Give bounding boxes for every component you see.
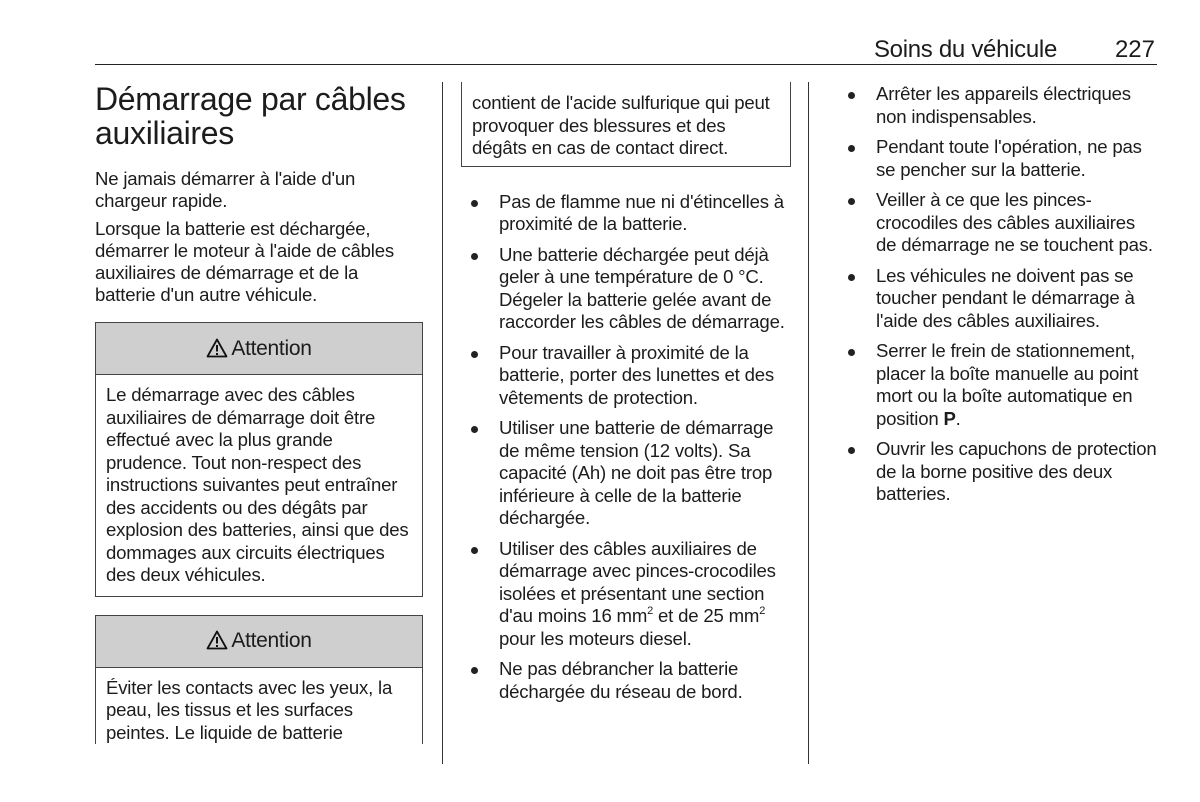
bullet-dot bbox=[848, 274, 855, 281]
bullet-list bbox=[461, 191, 791, 704]
warning-box bbox=[95, 615, 423, 745]
list-item bbox=[838, 265, 1160, 333]
list-item-text: Serrer le frein de stationnement, placer la boîte manuelle au point mort ou la boîte automatique en position P. bbox=[876, 340, 1139, 429]
column-1 bbox=[95, 82, 423, 744]
list-item bbox=[838, 340, 1160, 430]
warning-header bbox=[96, 323, 422, 375]
list-item bbox=[838, 189, 1160, 257]
warning-continued: contient de l'acide sulfurique qui peut provoquer des blessures et des dégâts en cas de contact direct. bbox=[461, 82, 791, 167]
list-item-text: Ouvrir les capuchons de protection de la borne positive des deux batteries. bbox=[876, 438, 1157, 504]
warning-box bbox=[95, 322, 423, 597]
column-divider bbox=[442, 82, 443, 764]
list-item-text: Pour travailler à proximité de la batterie, porter des lunettes et des vêtements de protection. bbox=[499, 341, 774, 408]
column-2 bbox=[461, 82, 791, 711]
list-item bbox=[461, 191, 791, 236]
section-heading: Démarrage par câbles auxiliaires bbox=[95, 81, 406, 151]
warning-text: Éviter les contacts avec les yeux, la peau, les tissus et les surfaces peintes. Le liquide de batterie bbox=[106, 676, 393, 743]
list-item bbox=[838, 438, 1160, 506]
warning-text: Le démarrage avec des câbles auxiliaires de démarrage doit être effectué avec la plus grande prudence. Tout non-respect des instructions suivantes peut entraîner des accidents ou des dégâts par explosion des batteries, ainsi que des dommages aux circuits électriques des deux véhicules. bbox=[106, 384, 409, 585]
section-title: Soins du véhicule bbox=[873, 36, 1057, 63]
gear-position: P bbox=[943, 407, 956, 429]
page-header bbox=[95, 30, 1157, 65]
paragraph: Ne jamais démarrer à l'aide d'un chargeur rapide. bbox=[95, 168, 356, 211]
column-3 bbox=[838, 82, 1160, 514]
list-item bbox=[461, 244, 791, 334]
list-item-text: Veiller à ce que les pinces-crocodiles des câbles auxiliaires de démarrage ne se touchent pas. bbox=[876, 189, 1153, 255]
list-item-text: Utiliser des câbles auxiliaires de démarrage avec pinces-crocodiles isolées et présentant une section d'au moins 16 $mm^2$ et de 25 $mm^2$ pour les moteurs diesel. bbox=[499, 537, 776, 649]
bullet-list bbox=[838, 83, 1160, 506]
page-number: 227 bbox=[1114, 36, 1155, 63]
bullet-dot bbox=[848, 349, 855, 356]
warning-title: Attention bbox=[231, 336, 312, 360]
warning-triangle-icon bbox=[206, 338, 228, 358]
bullet-dot bbox=[471, 667, 478, 674]
bullet-dot bbox=[848, 145, 855, 152]
warning-title: Attention bbox=[231, 629, 312, 652]
list-item bbox=[461, 658, 791, 703]
list-item bbox=[461, 538, 791, 651]
warning-triangle-icon bbox=[206, 630, 228, 650]
bullet-dot bbox=[471, 426, 478, 433]
bullet-dot bbox=[471, 253, 478, 260]
paragraph: Lorsque la batterie est déchargée, démarrer le moteur à l'aide de câbles auxiliaires de démarrage et de la batterie d'un autre véhicule. bbox=[95, 218, 394, 305]
bullet-dot bbox=[471, 351, 478, 358]
list-item-text: Pas de flamme nue ni d'étincelles à proximité de la batterie. bbox=[499, 190, 784, 234]
bullet-dot bbox=[848, 198, 855, 205]
bullet-dot bbox=[471, 200, 478, 207]
column-divider bbox=[808, 82, 809, 764]
list-item-text: Pendant toute l'opération, ne pas se pencher sur la batterie. bbox=[876, 136, 1142, 180]
list-item bbox=[461, 342, 791, 410]
bullet-dot bbox=[848, 92, 855, 99]
bullet-dot bbox=[848, 447, 855, 454]
list-item bbox=[838, 83, 1160, 128]
bullet-dot bbox=[471, 547, 478, 554]
list-item-text: Une batterie déchargée peut déjà geler à une température de 0 °C. Dégeler la batterie gelée avant de raccorder les câbles de démarrage. bbox=[499, 243, 785, 332]
list-item-text: Les véhicules ne doivent pas se toucher pendant le démarrage à l'aide des câbles auxiliaires. bbox=[876, 264, 1135, 331]
list-item-text: Ne pas débrancher la batterie déchargée du réseau de bord. bbox=[499, 658, 743, 702]
list-item-text: Utiliser une batterie de démarrage de même tension (12 volts). Sa capacité (Ah) ne doit pas être trop inférieure à celle de la batterie déchargée. bbox=[499, 417, 774, 528]
warning-header bbox=[96, 616, 422, 668]
list-item-text: Arrêter les appareils électriques non indispensables. bbox=[876, 83, 1131, 127]
list-item bbox=[838, 136, 1160, 181]
list-item bbox=[461, 417, 791, 530]
